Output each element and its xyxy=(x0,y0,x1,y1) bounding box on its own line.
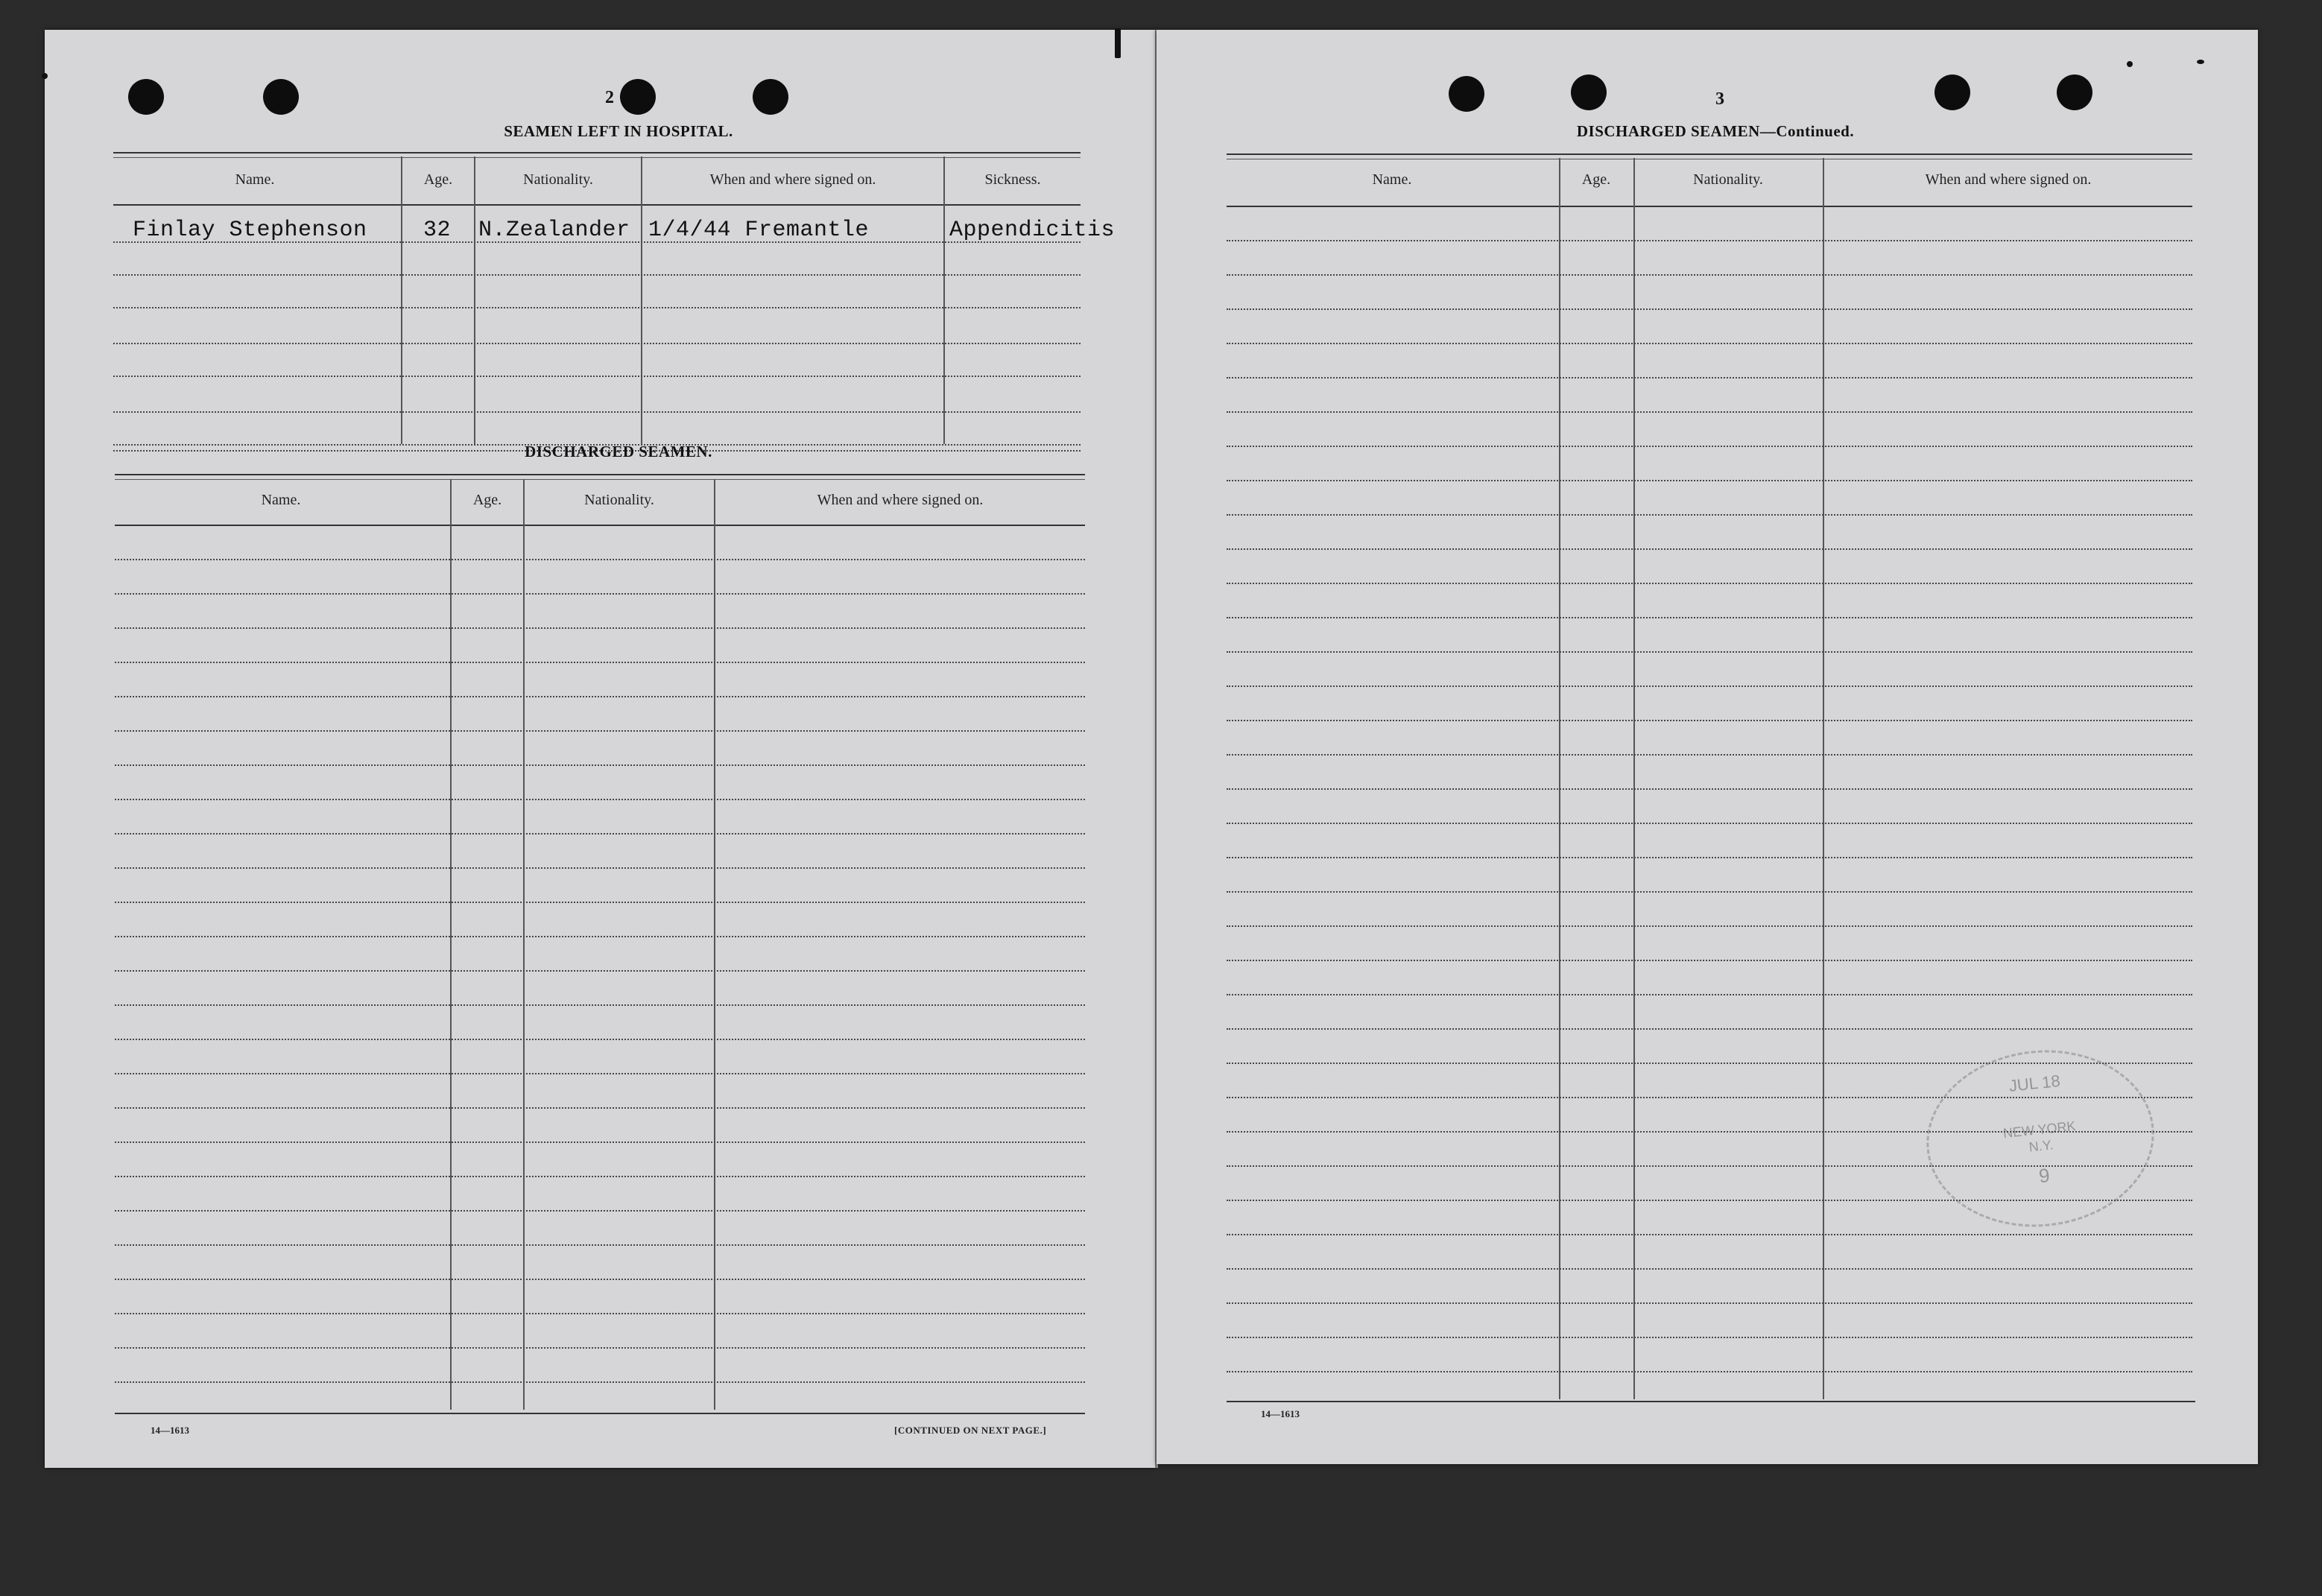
punch-hole xyxy=(2057,75,2092,110)
row-rule xyxy=(115,730,1085,732)
row-rule xyxy=(115,1381,1085,1383)
row-rule xyxy=(1227,617,2192,618)
row-rule xyxy=(115,936,1085,937)
col-header-name: Name. xyxy=(261,492,301,508)
form-code: 14—1613 xyxy=(151,1425,189,1436)
stamp-city: NEW YORK xyxy=(2002,1118,2077,1141)
punch-hole xyxy=(263,79,299,115)
row-rule xyxy=(115,1313,1085,1314)
row-rule xyxy=(1227,1028,2192,1030)
row-rule xyxy=(1227,240,2192,241)
row-rule xyxy=(115,970,1085,972)
punch-hole xyxy=(753,79,788,115)
column-divider xyxy=(450,480,452,1410)
speck xyxy=(2127,61,2133,67)
row-rule xyxy=(115,696,1085,697)
row-rule xyxy=(1227,960,2192,961)
row-rule xyxy=(1227,308,2192,310)
row-rule xyxy=(115,833,1085,835)
row-rule xyxy=(115,799,1085,800)
row-rule xyxy=(1227,1268,2192,1270)
stamp-number: 9 xyxy=(2037,1164,2051,1188)
header-rule xyxy=(115,525,1085,526)
col-header-name: Name. xyxy=(235,171,275,188)
row-rule xyxy=(1227,343,2192,344)
col-header-name: Name. xyxy=(1372,171,1412,188)
row-rule xyxy=(113,241,1081,243)
row-rule xyxy=(1227,754,2192,756)
table-top-rule xyxy=(1227,153,2192,159)
stamp-state: N.Y. xyxy=(2028,1137,2054,1155)
hospital-nationality-cell: N.Zealander xyxy=(478,218,630,243)
row-rule xyxy=(115,1039,1085,1040)
row-rule xyxy=(113,376,1081,377)
row-rule xyxy=(1227,685,2192,687)
row-rule xyxy=(1227,651,2192,653)
row-rule xyxy=(115,1176,1085,1177)
hospital-section-title: SEAMEN LEFT IN HOSPITAL. xyxy=(504,122,733,140)
page-number: 2 xyxy=(605,88,614,107)
column-divider xyxy=(943,156,945,444)
col-header-sickness: Sickness. xyxy=(984,171,1041,188)
row-rule xyxy=(1227,720,2192,721)
row-rule xyxy=(1227,1371,2192,1372)
row-rule xyxy=(1227,583,2192,584)
table-top-rule xyxy=(115,474,1085,480)
row-rule xyxy=(115,593,1085,595)
col-header-signed-on: When and where signed on. xyxy=(1925,171,2092,188)
row-rule xyxy=(115,1210,1085,1212)
row-rule xyxy=(1227,925,2192,927)
row-rule xyxy=(1227,514,2192,516)
col-header-age: Age. xyxy=(472,492,502,508)
row-rule xyxy=(1227,480,2192,481)
row-rule xyxy=(115,902,1085,903)
row-rule xyxy=(113,274,1081,276)
row-rule xyxy=(115,1347,1085,1349)
row-rule xyxy=(1227,891,2192,893)
row-rule xyxy=(115,1107,1085,1109)
speck xyxy=(42,73,48,79)
row-rule xyxy=(1227,377,2192,379)
row-rule xyxy=(113,343,1081,344)
column-divider xyxy=(523,480,525,1410)
punch-hole xyxy=(128,79,164,115)
hospital-age-cell: 32 xyxy=(423,218,452,243)
form-code: 14—1613 xyxy=(1261,1408,1300,1419)
column-divider xyxy=(714,480,715,1410)
row-rule xyxy=(1227,857,2192,858)
column-divider xyxy=(641,156,642,444)
row-rule xyxy=(113,307,1081,308)
col-header-nationality: Nationality. xyxy=(1693,171,1763,188)
row-rule xyxy=(115,1244,1085,1246)
speck xyxy=(2197,60,2204,64)
row-rule xyxy=(1227,1302,2192,1304)
row-rule xyxy=(115,662,1085,663)
row-rule xyxy=(1227,446,2192,447)
row-rule xyxy=(1227,274,2192,276)
header-rule xyxy=(1227,206,2192,207)
col-header-nationality: Nationality. xyxy=(584,492,654,508)
col-header-nationality: Nationality. xyxy=(523,171,593,188)
continued-note: [CONTINUED ON NEXT PAGE.] xyxy=(894,1425,1047,1436)
column-divider xyxy=(474,156,475,444)
row-rule xyxy=(1227,1234,2192,1235)
row-rule xyxy=(1227,548,2192,550)
row-rule xyxy=(115,559,1085,560)
left-page xyxy=(45,30,1155,1468)
column-divider xyxy=(401,156,402,444)
stamp-date: JUL 18 xyxy=(2008,1071,2061,1095)
col-header-age: Age. xyxy=(423,171,453,188)
header-rule xyxy=(113,204,1081,206)
col-header-signed-on: When and where signed on. xyxy=(709,171,876,188)
row-rule xyxy=(1227,411,2192,413)
row-rule xyxy=(1227,823,2192,824)
row-rule xyxy=(115,1279,1085,1280)
hospital-signed-on-cell: 1/4/44 Fremantle xyxy=(648,218,870,243)
col-header-signed-on: When and where signed on. xyxy=(817,492,984,508)
punch-hole xyxy=(1571,75,1607,110)
right-page xyxy=(1157,30,2258,1464)
hospital-name-cell: Finlay Stephenson xyxy=(133,218,367,243)
row-rule xyxy=(1227,788,2192,790)
col-header-age: Age. xyxy=(1581,171,1611,188)
hospital-sickness-cell: Appendicitis xyxy=(949,218,1116,243)
discharged-continued-title: DISCHARGED SEAMEN—Continued. xyxy=(1576,122,1855,140)
punch-hole xyxy=(620,79,656,115)
row-rule xyxy=(1227,994,2192,995)
row-rule xyxy=(115,764,1085,766)
row-rule xyxy=(115,1004,1085,1006)
punch-hole xyxy=(1935,75,1970,110)
row-rule xyxy=(115,1073,1085,1074)
page-number: 3 xyxy=(1715,89,1724,109)
row-rule xyxy=(115,1141,1085,1143)
row-rule xyxy=(115,867,1085,869)
table-bottom-rule xyxy=(115,1413,1085,1414)
discharged-section-title: DISCHARGED SEAMEN. xyxy=(525,443,712,460)
table-bottom-rule xyxy=(1227,1401,2195,1402)
row-rule xyxy=(115,627,1085,629)
row-rule xyxy=(113,411,1081,413)
punch-hole xyxy=(1449,76,1484,112)
table-top-rule xyxy=(113,152,1081,158)
binding-mark xyxy=(1115,28,1121,58)
row-rule xyxy=(1227,1337,2192,1338)
